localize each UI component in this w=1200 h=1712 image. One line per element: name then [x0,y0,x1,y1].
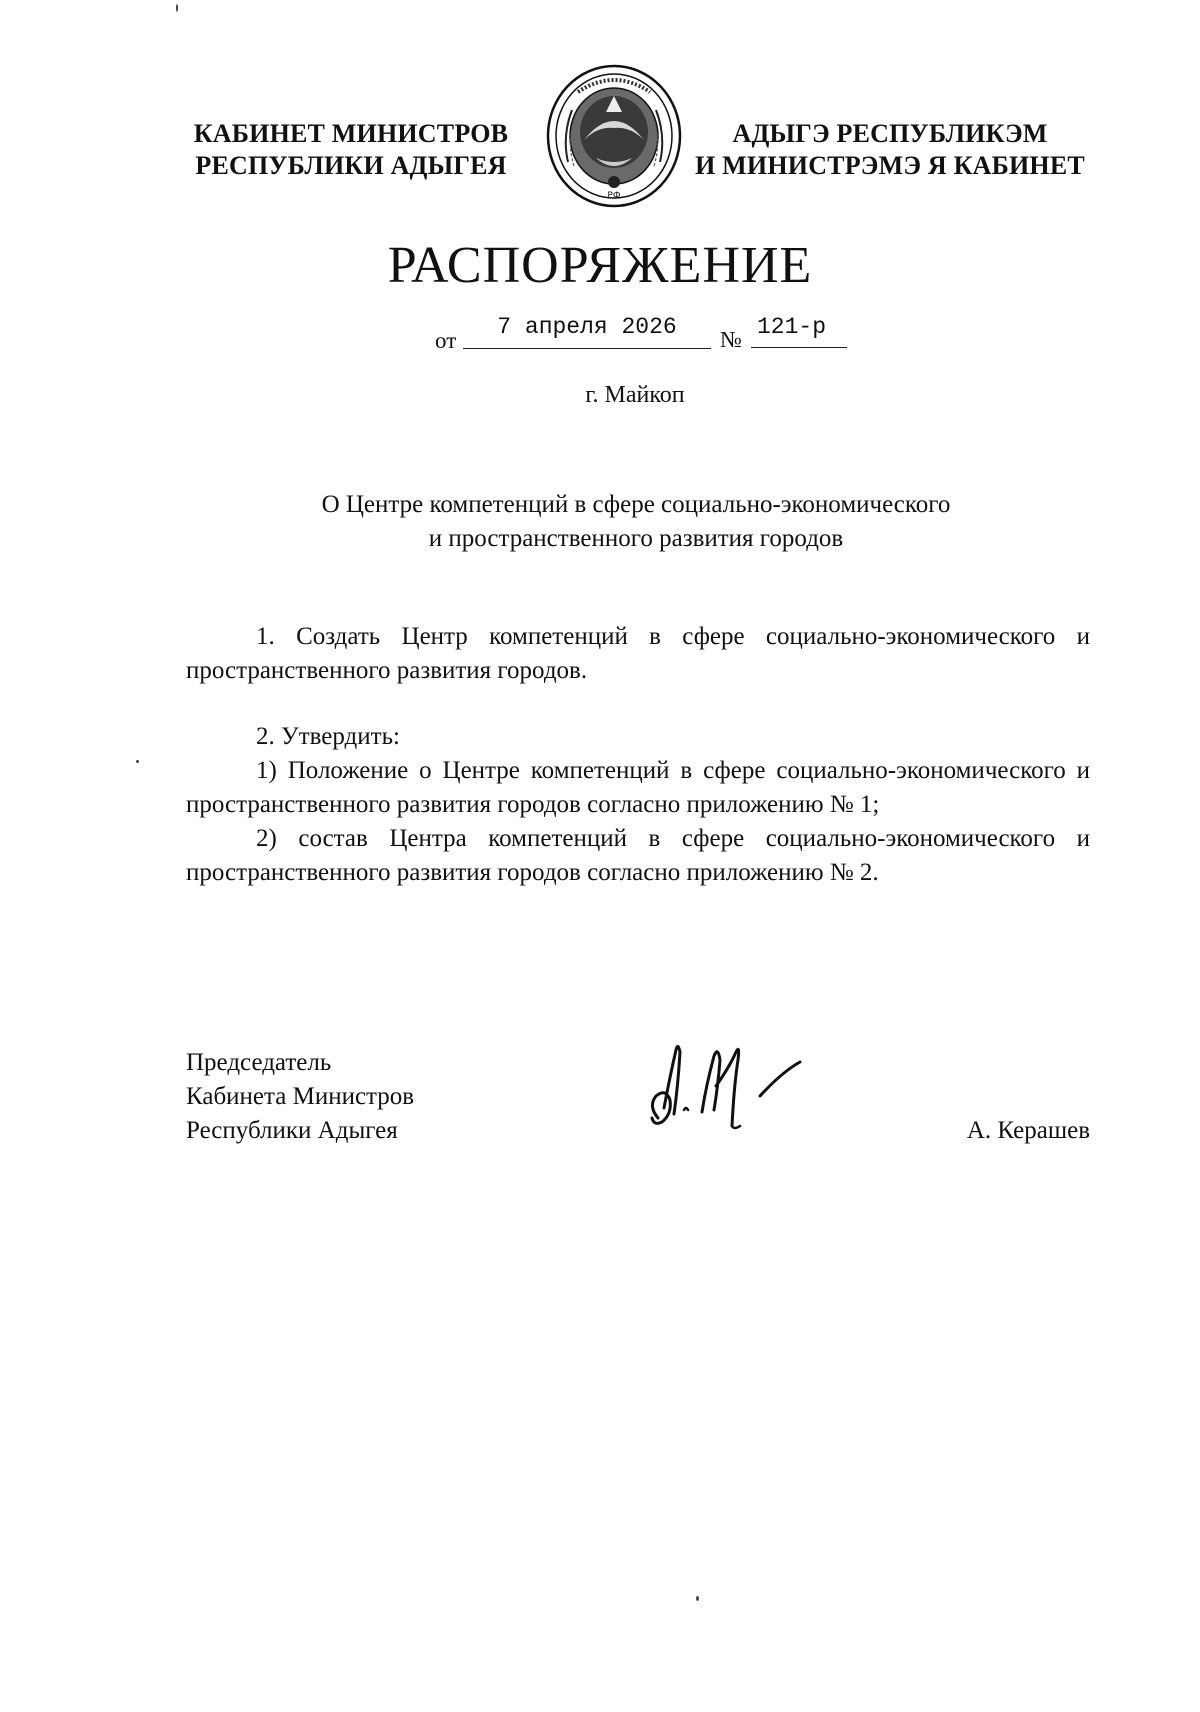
date-prefix: от [435,328,457,353]
paragraph-2-item-2: 2) состав Центра компетенций в сфере социально-экономического и пространственного развития городов согласно приложению № 2. [186,825,1090,886]
header-right-line1: АДЫГЭ РЕСПУБЛИКЭМ [732,119,1048,148]
scan-speck [136,760,139,763]
header-left-line2: РЕСПУБЛИКИ АДЫГЕЯ [195,151,507,180]
document-date: 7 апреля 2026 [463,312,711,349]
document-subject [186,488,1086,556]
signatory-name: А. Керашев [966,1117,1090,1144]
signatory-position-line1: Председатель [186,1049,332,1076]
paragraph-1-text: 1. Создать Центр компетенций в сфере социально-экономического и пространственного развития городов. [186,623,1090,684]
document-number: 121-р [751,312,847,348]
signatory-position [186,1046,414,1148]
body-paragraph-1 [186,620,1090,688]
document-city: г. Майкоп [585,382,685,408]
paragraph-2-item-1: 1) Положение о Центре компетенций в сфере социально-экономического и пространственного развития городов согласно приложению № 1; [186,757,1090,818]
document-type-title: РАСПОРЯЖЕНИЕ [387,237,813,294]
subject-line1: О Центре компетенций в сфере социально-экономического [321,491,951,518]
svg-text:РФ: РФ [607,191,621,201]
header-left-title [186,118,516,182]
subject-line2: и пространственного развития городов [428,525,844,552]
header-right-line2: И МИНИСТРЭМЭ Я КАБИНЕТ [695,151,1085,180]
coat-of-arms-emblem-icon [544,62,684,210]
paragraph-2-intro: 2. Утвердить: [256,723,400,750]
scan-speck [176,4,178,12]
number-prefix: № [720,327,742,352]
handwritten-signature-icon [640,1026,830,1136]
body-paragraph-2 [186,720,1090,890]
signatory-position-line2: Кабинета Министров [186,1083,415,1110]
scan-speck [696,1596,699,1601]
signatory-position-line3: Республики Адыгея [186,1117,398,1144]
header-right-title [690,118,1090,182]
header-left-line1: КАБИНЕТ МИНИСТРОВ [193,119,509,148]
